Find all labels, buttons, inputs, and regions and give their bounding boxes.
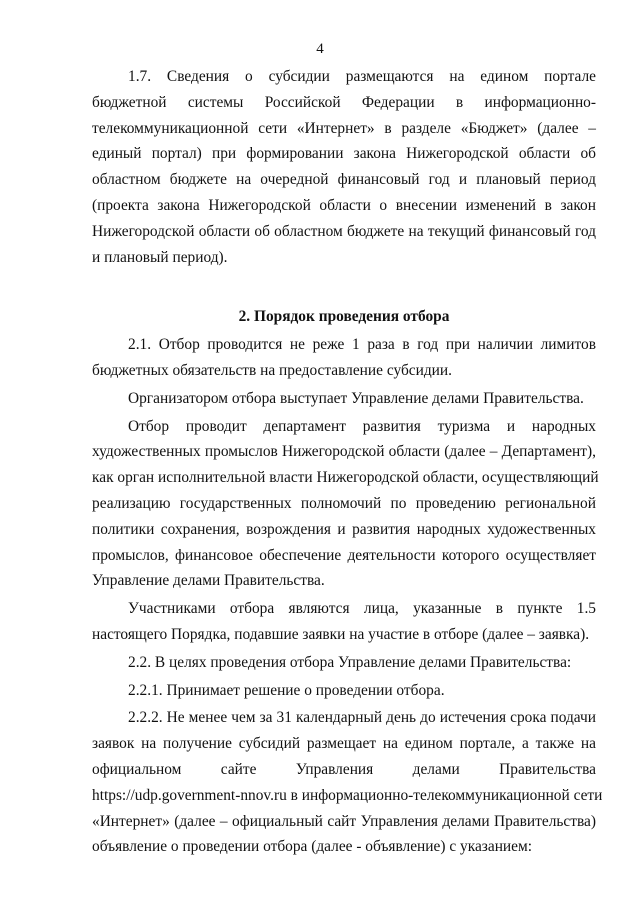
text-line: политики сохранения, возрождения и развития народных художественных xyxy=(92,520,596,538)
text-line: 1.7. Сведения о субсидии размещаются на едином портале xyxy=(128,68,596,85)
text-line: Управление делами Правительства. xyxy=(92,572,325,590)
paragraph-2-2-1 xyxy=(92,678,596,704)
text-line: 2.1. Отбор проводится не реже 1 раза в год при наличии лимитов xyxy=(128,336,596,354)
page-number: 4 xyxy=(316,41,324,57)
text-line: заявок на получение субсидий размещает на едином портале, а также на xyxy=(92,735,596,753)
paragraph-organizer xyxy=(92,386,596,412)
text-line: 2.2.1. Принимает решение о проведении отбора. xyxy=(128,681,445,699)
text-line: телекоммуникационной сети «Интернет» в разделе «Бюджет» (далее – xyxy=(92,119,596,137)
text-line: единый портал) при формировании закона Нижегородской области об xyxy=(92,145,596,163)
text-line: 2.2.2. Не менее чем за 31 календарный день до истечения срока подачи xyxy=(128,709,596,727)
text-line: Организатором отбора выступает Управление делами Правительства. xyxy=(128,389,584,407)
text-line: https://udp.government-nnov.ru в информационно-телекоммуникационной сети xyxy=(92,786,603,804)
paragraph-participants xyxy=(92,596,596,648)
text-line: «Интернет» (далее – официальный сайт Управления делами Правительства) xyxy=(92,812,596,830)
text-line: как орган исполнительной власти Нижегородской области, осуществляющий xyxy=(92,469,599,487)
text-line: Отбор проводит департамент развития туризма и народных xyxy=(128,417,596,435)
text-line: Участниками отбора являются лица, указанные в пункте 1.5 xyxy=(128,600,596,618)
text-line: бюджетных обязательств на предоставление субсидии. xyxy=(92,361,453,379)
text-line: и плановый период). xyxy=(92,248,228,266)
text-line: официальном сайте Управления делами Правительства xyxy=(92,760,596,778)
paragraph-1-7 xyxy=(92,64,596,270)
paragraph-conductor xyxy=(92,414,599,595)
text-line: (проекта закона Нижегородской области о внесении изменений в закон xyxy=(92,196,596,214)
paragraph-2-2 xyxy=(92,650,596,676)
section-heading: 2. Порядок проведения отбора xyxy=(238,308,450,326)
text-line: Нижегородской области об областном бюджете на текущий финансовый год xyxy=(92,222,596,240)
text-line: художественных промыслов Нижегородской области (далее – Департамент), xyxy=(92,443,596,461)
text-line: объявление о проведении отбора (далее - объявление) с указанием: xyxy=(92,838,533,856)
text-line: 2.2. В целях проведения отбора Управление делами Правительства: xyxy=(128,653,572,671)
paragraph-2-1 xyxy=(92,332,596,384)
paragraph-2-2-2 xyxy=(92,705,603,860)
text-line: промыслов, финансовое обеспечение деятельности которого осуществляет xyxy=(92,546,596,564)
text-line: настоящего Порядка, подавшие заявки на участие в отборе (далее – заявка). xyxy=(92,625,590,643)
text-line: реализацию государственных полномочий по проведению региональной xyxy=(92,494,596,512)
text-line: областном бюджете на очередной финансовый год и плановый период xyxy=(92,171,596,189)
document-body xyxy=(92,64,603,860)
spacer xyxy=(92,270,596,304)
text-line: бюджетной системы Российской Федерации в информационно- xyxy=(92,93,596,111)
